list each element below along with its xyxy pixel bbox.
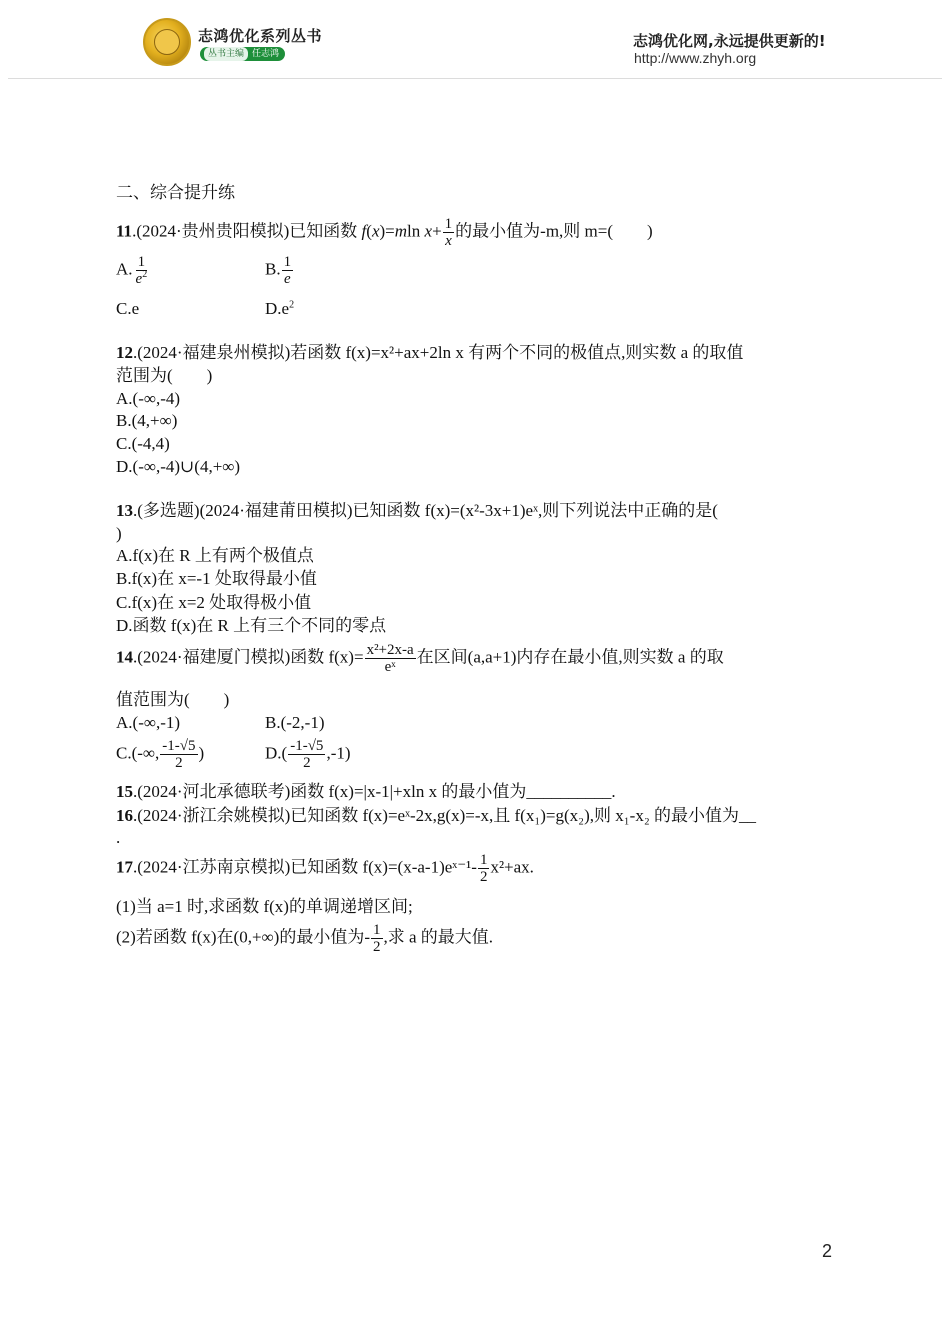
q17-stem-b: x²+ax. (490, 857, 534, 877)
q14-stem-a: .(2024·福建厦门模拟)函数 f(x)= (133, 647, 364, 667)
q13-line1: .(多选题)(2024·福建莆田模拟)已知函数 f(x)=(x²-3x+1)eˣ,则下列说法中正确的是( (133, 501, 718, 520)
logo-emblem-icon (154, 29, 180, 55)
question-15 (116, 782, 616, 802)
q13-option-a: A.f(x)在 R 上有两个极值点 (116, 546, 314, 565)
question-number: 17 (116, 857, 133, 877)
q14-option-a: A.(-∞,-1) (116, 713, 181, 732)
q17-stem-a: .(2024·江苏南京模拟)已知函数 f(x)=(x-a-1)eˣ⁻¹- (133, 857, 477, 877)
q13-option-d: D.函数 f(x)在 R 上有三个不同的零点 (116, 616, 387, 635)
chief-name: 任志鸿 (252, 49, 280, 59)
q12-option-d: D.(-∞,-4)∪(4,+∞) (116, 457, 241, 476)
page-number: 2 (822, 1241, 833, 1261)
question-17-stem (116, 852, 534, 885)
question-14-stem (116, 642, 724, 675)
fraction: $\frac{\text{x²+2x-a}}{\text{eˣ}}$ (366, 642, 414, 675)
q13-line2: ) (116, 524, 122, 543)
question-12-stem (116, 343, 743, 363)
question-number: 13 (116, 501, 133, 520)
q12-option-c: C.(-4,4) (116, 434, 170, 453)
q12-line2: 范围为( ) (116, 366, 213, 385)
q15-text: .(2024·河北承德联考)函数 f(x)=|x-1|+xln x 的最小值为__________. (133, 782, 616, 801)
q14-option-b: B.(-2,-1) (265, 713, 325, 732)
fraction: $\frac{1}{x}$ (444, 216, 453, 249)
question-11-stem: 11.(2024·贵州贵阳模拟)已知函数 f(x)=mln x+ $\frac{1}{x}$ 的最小值为-m,则 m=( ) (116, 216, 653, 249)
question-number: 11 (116, 221, 133, 241)
q14-line2: 值范围为( ) (116, 690, 230, 709)
fraction: $\frac{1}{2}$ (479, 852, 488, 885)
header-divider (8, 78, 942, 79)
q13-option-b: B.f(x)在 x=-1 处取得最小值 (116, 569, 317, 588)
header-slogan: 志鸿优化网,永远提供更新的! (633, 32, 826, 50)
q12-option-b: B.(4,+∞) (116, 411, 178, 430)
q14-option-c: C.(-∞, $\frac{-1-√5}{2}$ ) (116, 738, 205, 771)
question-number: 12 (116, 343, 133, 362)
q12-line1: .(2024·福建泉州模拟)若函数 f(x)=x²+ax+2ln x 有两个不同的极值点,则实数 a 的取值 (133, 343, 744, 362)
question-number: 16 (116, 806, 133, 825)
q11-option-a: A. $\frac{1}{e^2}$ (116, 254, 148, 287)
q12-option-a: A.(-∞,-4) (116, 389, 181, 408)
q11-option-d: $D.e^2$ (265, 299, 295, 318)
q14-option-d: D.( $\frac{-1-√5}{2}$ ,-1) (265, 738, 351, 771)
q11-option-b: B. $\frac{1}{e}$ (265, 254, 292, 287)
q11-stem-b: 的最小值为-m,则 m=( ) (455, 221, 653, 241)
series-title: 志鸿优化系列丛书 (198, 27, 323, 45)
question-16 (116, 806, 756, 826)
q14-stem-b: 在区间(a,a+1)内存在最小值,则实数 a 的取 (416, 647, 724, 667)
publisher-logo (143, 18, 191, 66)
q16-tail: . (116, 828, 121, 847)
section-title: 二、综合提升练 (116, 183, 235, 202)
q17-part2: (2)若函数 f(x)在(0,+∞)的最小值为- $\frac{1}{2}$ ,求 a 的最大值. (116, 922, 494, 955)
q16-text: .(2024·浙江余姚模拟)已知函数 f(x)=eˣ-2x,g(x)=-x,且 f(x₁)=g(x₂),则 x₁-x₂ 的最小值为__ (133, 806, 757, 825)
q17-part1: (1)当 a=1 时,求函数 f(x)的单调递增区间; (116, 897, 413, 916)
q11-stem-a: .(2024·贵州贵阳模拟)已知函数 (132, 221, 362, 241)
question-number: 14 (116, 647, 133, 667)
chief-editor-badge (200, 47, 285, 61)
question-number: 15 (116, 782, 133, 801)
q11-option-c: C.e (116, 299, 140, 318)
chief-label: 丛书主编 (204, 47, 248, 61)
question-13-stem (116, 501, 718, 521)
q13-option-c: C.f(x)在 x=2 处取得极小值 (116, 593, 312, 612)
header-url[interactable]: http://www.zhyh.org (634, 50, 757, 66)
